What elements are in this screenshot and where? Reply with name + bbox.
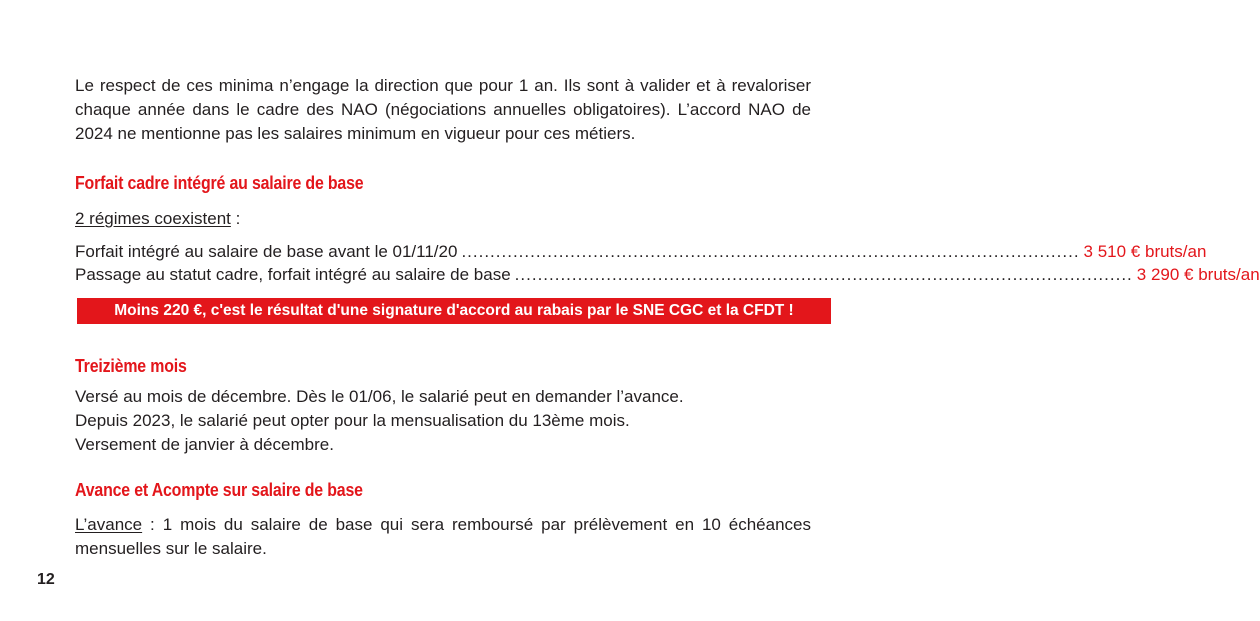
avance-heading: Avance et Acompte sur salaire de base bbox=[75, 479, 363, 500]
page-number: 12 bbox=[37, 571, 55, 588]
leader-dots: ............................................................................................................ bbox=[514, 265, 1133, 284]
treizieme-heading: Treizième mois bbox=[75, 355, 187, 376]
salary-row-label: Forfait intégré au salaire de base avant le 01/11/20 bbox=[75, 242, 458, 261]
regimes-subheading-label: 2 régimes coexistent bbox=[75, 209, 231, 228]
salary-row-label: Passage au statut cadre, forfait intégré au salaire de base bbox=[75, 265, 511, 284]
highlight-banner: Moins 220 €, c'est le résultat d'une signature d'accord au rabais par le SNE CGC et la CFDT ! bbox=[77, 298, 831, 324]
treizieme-text bbox=[75, 385, 811, 457]
salary-rows bbox=[75, 240, 1260, 286]
avance-paragraph bbox=[75, 513, 811, 561]
regimes-subheading-colon: : bbox=[230, 209, 241, 228]
intro-paragraph: Le respect de ces minima n’engage la direction que pour 1 an. Ils sont à valider et à revaloriser chaque année dans le cadre des NAO (négociations annuelles obligatoires). L’accord NAO de 2024 ne mentionne pas les salaires minimum en vigueur pour ces métiers. bbox=[75, 76, 811, 143]
treizieme-line: Versement de janvier à décembre. bbox=[75, 435, 334, 454]
salary-row-amount: 3 290 € bruts/an bbox=[1136, 265, 1260, 284]
avance-text: 1 mois du salaire de base qui sera remboursé par prélèvement en 10 échéances mensuelles sur le salaire. bbox=[75, 515, 812, 558]
leader-dots: ............................................................................................................ bbox=[461, 242, 1080, 261]
treizieme-line: Versé au mois de décembre. Dès le 01/06, le salarié peut en demander l’avance. bbox=[75, 387, 684, 406]
treizieme-line: Depuis 2023, le salarié peut opter pour la mensualisation du 13ème mois. bbox=[75, 411, 630, 430]
salary-row bbox=[75, 240, 1207, 263]
salary-row-amount: 3 510 € bruts/an bbox=[1083, 242, 1207, 261]
avance-label-colon: : bbox=[142, 515, 163, 534]
salary-row bbox=[75, 263, 1260, 286]
regimes-subheading bbox=[75, 207, 240, 231]
avance-label: L’avance bbox=[75, 515, 143, 534]
forfait-heading: Forfait cadre intégré au salaire de base bbox=[75, 172, 364, 193]
